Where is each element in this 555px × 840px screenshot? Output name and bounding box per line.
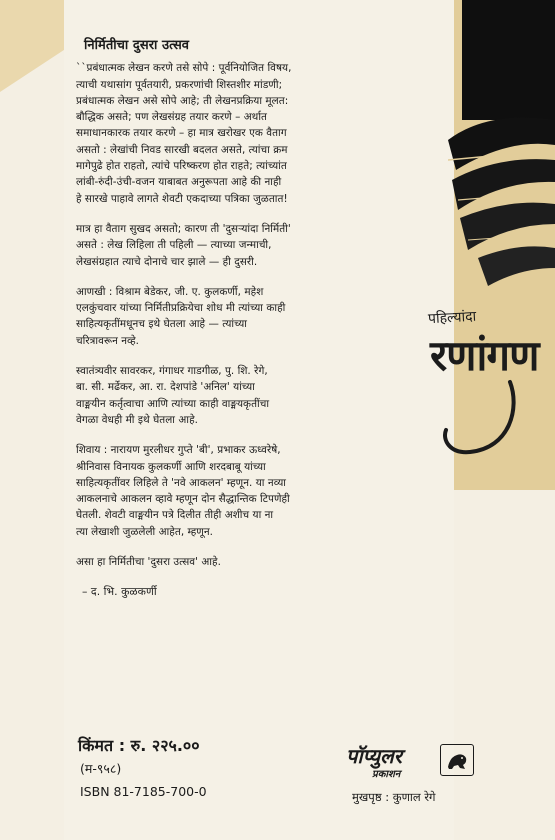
blurb-line: शिवाय : नारायण मुरलीधर गुप्ते 'बी', प्रभाकर ऊध्वरेषे,	[76, 444, 281, 457]
blurb-line: साहित्यकृतींवर लिहिले ते 'नवे आकलन' म्हणून. या नव्या	[76, 476, 287, 489]
title-small-text: पहिल्यांदा	[427, 308, 477, 328]
blurb-paragraph	[76, 363, 448, 428]
blurb-line: मागेपुढे होत राहतो, त्यांचे परिष्करण होत राहते; त्यांच्यांत	[76, 160, 287, 173]
lion-logo-icon	[440, 744, 474, 776]
cover-credit: मुखपृष्ठ : कुणाल रेगे	[352, 790, 436, 804]
brush-stroke-art	[448, 100, 555, 290]
blurb-line: बौद्धिक असते; पण लेखसंग्रह तयार करणे – अर्थात	[76, 111, 268, 124]
blurb-line: एलकुंचवार यांच्या निर्मितीप्रक्रियेचा शोध मी त्यांच्या काही	[76, 302, 286, 315]
blurb-line: त्या लेखाशी जुळलेली आहेत, म्हणून.	[76, 525, 214, 538]
blurb-line: बा. सी. मर्ढेकर, आ. रा. देशपांडे 'अनिल' यांच्या	[76, 381, 255, 394]
blurb-line: त्याची यथासांग पूर्वतयारी, प्रकरणांची शिस्तशीर मांडणी;	[76, 78, 283, 91]
blurb-line: असते : लेख लिहिला ती पहिली — त्याच्या जन्माची,	[76, 239, 272, 252]
blurb-paragraph	[76, 60, 448, 207]
blurb-heading: निर्मितीचा दुसरा उत्सव	[84, 38, 190, 53]
blurb-paragraph	[76, 554, 448, 570]
blurb-line: असतो : लेखांची निवड सारखी बदलत असते, त्यांचा क्रम	[76, 143, 288, 156]
blurb-paragraph	[76, 221, 448, 270]
title-swash-flourish	[440, 378, 530, 458]
blurb-line: श्रीनिवास विनायक कुलकर्णी आणि शरदबाबू यांच्या	[76, 460, 266, 473]
blurb-line: वेगळा वेधही मी इथे घेतला आहे.	[76, 413, 198, 426]
isbn: ISBN 81-7185-700-0	[80, 784, 207, 799]
blurb-line: प्रबंधात्मक लेखन असे सोपे आहे; ती लेखनप्रक्रिया मूलत:	[76, 94, 289, 107]
title-big-text: रणांगण	[430, 331, 539, 380]
blurb-paragraph	[76, 284, 448, 349]
book-title-art	[422, 308, 552, 458]
blurb-line: समाधानकारक तयार करणे – हा मात्र खरोखर एक वैताग	[76, 127, 287, 140]
blurb-line: वाङ्मयीन कर्तृत्वाचा आणि त्यांच्या काही वाङ्मयकृतींचा	[76, 397, 270, 410]
blurb-text	[76, 38, 448, 601]
author-signature: – द. भि. कुळकर्णी	[82, 585, 157, 599]
blurb-line: स्वातंत्र्यवीर सावरकर, गंगाधर गाडगीळ, पु. शि. रेगे,	[76, 365, 268, 378]
blurb-line: आणखी : विश्राम बेडेकर, जी. ए. कुलकर्णी, महेश	[76, 285, 264, 298]
blurb-paragraph	[76, 442, 448, 540]
publisher-name: पॉप्युलर	[346, 744, 402, 768]
blurb-line: साहित्यकृतींमधूनच इथे घेतला आहे — त्यांच्या	[76, 318, 248, 331]
blurb-line: आकलनाचे आकलन व्हावे म्हणून दोन सैद्धान्तिक टिपणेही	[76, 493, 290, 506]
blurb-line: मात्र हा वैताग सुखद असतो; कारण ती 'दुसऱ्यांदा निर्मिती'	[76, 222, 291, 235]
blurb-line: हे सारखे पाहावे लागते शेवटी एकदाच्या पत्रिका जुळतात!	[76, 192, 288, 205]
blurb-line: घेतली. शेवटी वाङ्मयीन पत्रे दिलीत तीही अशीच या ना	[76, 509, 274, 522]
blurb-line: ``प्रबंधात्मक लेखन करणे तसे सोपे : पूर्वनियोजित विषय,	[76, 62, 292, 75]
blurb-line: लांबी-रुंदी-उंची-वजन याबाबत अनुरूपता आहे की नाही	[76, 176, 282, 189]
price: किंमत : रु. २२५.००	[78, 736, 200, 755]
blurb-line: असा हा निर्मितीचा 'दुसरा उत्सव' आहे.	[76, 556, 221, 569]
publisher-sub: प्रकाशन	[372, 769, 401, 780]
blurb-line: लेखसंग्रहात त्याचे दोनाचे चार झाले — ही दुसरी.	[76, 255, 258, 268]
blurb-line: चरित्रावरून नव्हे.	[76, 334, 140, 347]
catalog-code: (म-९५८)	[80, 761, 122, 776]
